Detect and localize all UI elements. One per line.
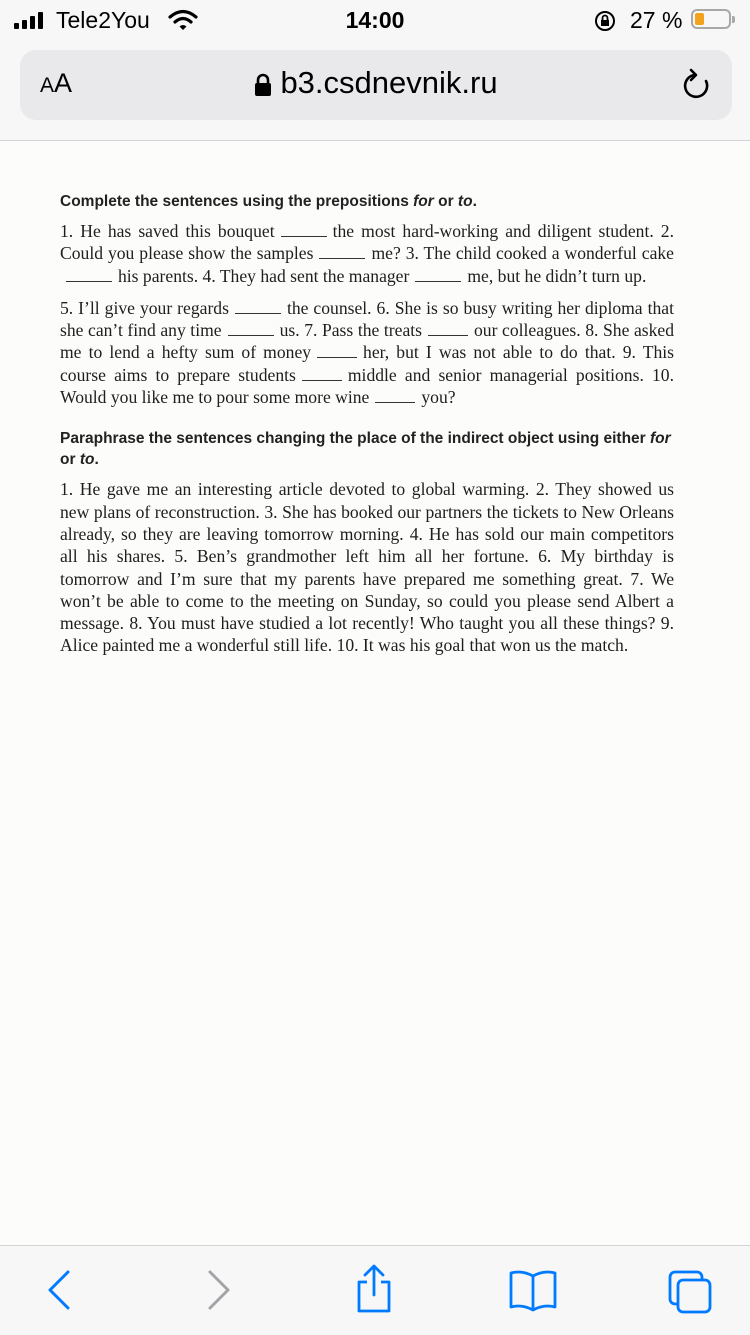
lock-icon — [254, 73, 272, 97]
url-display[interactable] — [20, 65, 732, 101]
battery-percentage: 27 % — [630, 7, 683, 33]
back-icon[interactable] — [44, 1268, 74, 1312]
browser-toolbar — [0, 1245, 750, 1335]
exercise-1-heading: Complete the sentences using the prepositions for or to. — [60, 193, 477, 210]
orientation-lock-icon — [594, 10, 616, 32]
web-page-content — [0, 141, 750, 1245]
carrier-name: Tele2You — [56, 7, 150, 33]
browser-header — [0, 40, 750, 141]
exercise-1-paragraph-2: 5. I’ll give your regards the counsel. 6. She is so busy writing her diploma that she can’t find any time us. 7. Pass the treats our colleagues. 8. She asked me to lend a hefty sum of money her, but I was not able to do that. 9. This course aims to prepare students middle and senior managerial positions. 10. Would you like me to pour some more wine you? — [60, 297, 675, 408]
battery-icon — [691, 9, 731, 29]
blank-line — [317, 357, 357, 358]
blank-line — [302, 380, 342, 381]
blank-line — [281, 236, 327, 237]
exercise-2-heading: Paraphrase the sentences changing the place of the indirect object using either for or to. — [60, 430, 671, 469]
textbook-page — [60, 191, 674, 657]
reload-icon[interactable] — [680, 67, 714, 103]
clock: 14:00 — [345, 7, 405, 33]
reader-options-button[interactable]: AA — [40, 68, 73, 98]
url-text: b3.csdnevnik.ru — [280, 65, 498, 100]
blank-line — [428, 335, 468, 336]
exercise-1-paragraph-1: 1. He has saved this bouquet the most hard-working and diligent student. 2. Could you please show the samples me? 3. The child cooked a wonderful cakehis parents. 4. They had sent the manager me, but he didn’t turn up. — [60, 221, 674, 286]
share-icon[interactable] — [354, 1264, 394, 1314]
blank-line — [415, 281, 461, 282]
blank-line — [228, 335, 274, 336]
exercise-2-paragraph: 1. He gave me an interesting article devoted to global warming. 2. They showed us new plans of reconstruction. 3. She has booked our partners the tickets to New Orleans already, so they are leaving tomorrow morning. 4. He has sold our main competitors all his shares. 5. Ben’s grandmother left him all her fortune. 6. My birthday is tomorrow and I’m sure that my parents have prepared me something great. 7. We won’t be able to come to the meeting on Sunday, so could you please send Albert a message. 8. You must have studied a lot recently! Who taught you all these things? 9. Alice painted me a wonderful still life. 10. It was his goal that won us the match. — [60, 479, 674, 656]
forward-icon[interactable] — [204, 1268, 234, 1312]
blank-line — [375, 402, 415, 403]
tabs-icon[interactable] — [666, 1268, 714, 1314]
address-bar[interactable] — [20, 50, 732, 120]
blank-line — [319, 258, 365, 259]
status-bar — [0, 0, 750, 40]
blank-line — [235, 313, 281, 314]
blank-line — [66, 281, 112, 282]
bookmarks-icon[interactable] — [508, 1268, 558, 1312]
